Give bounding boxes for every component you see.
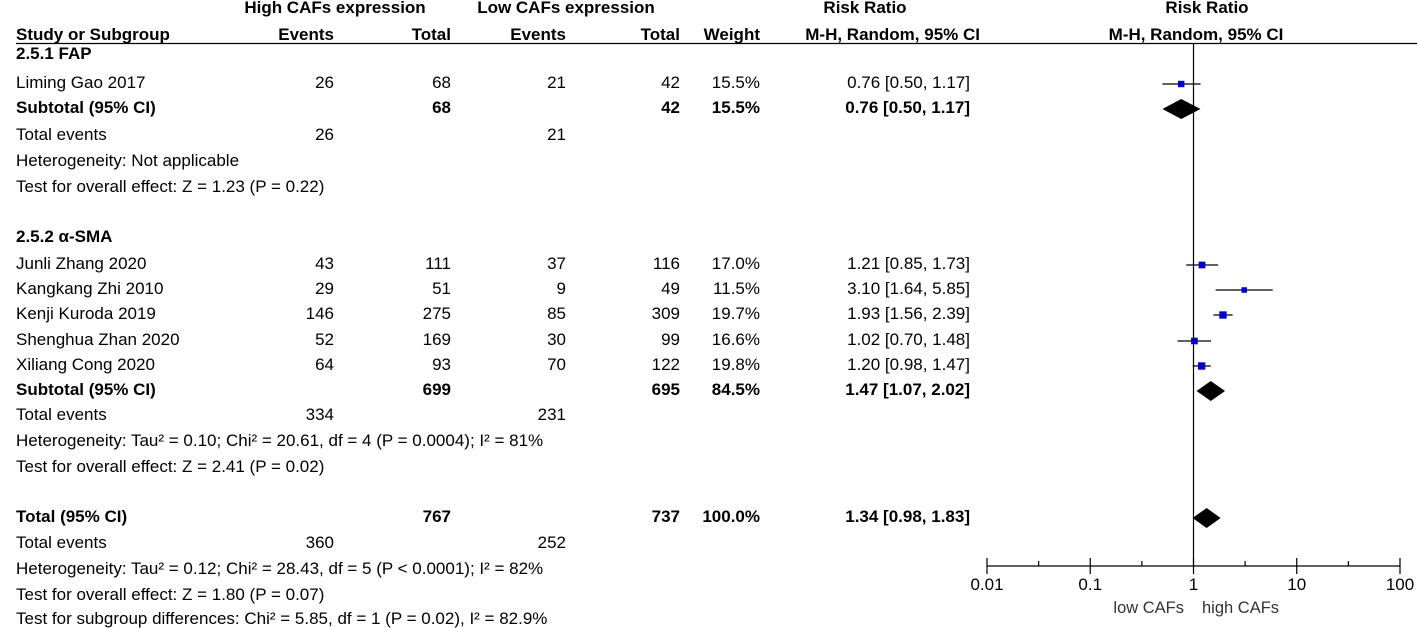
study-square — [1241, 287, 1247, 293]
row-weight: 15.5% — [711, 98, 760, 117]
row-events1: 360 — [305, 533, 334, 552]
row-ci: 1.93 [1.56, 2.39] — [847, 304, 970, 323]
row-ci: 0.76 [0.50, 1.17] — [847, 73, 970, 92]
row-label: Shenghua Zhan 2020 — [16, 330, 180, 349]
row-events2: 85 — [547, 304, 566, 323]
row-weight: 19.7% — [711, 304, 760, 323]
summary-diamond — [1193, 508, 1221, 528]
row-events2: 70 — [547, 355, 566, 374]
study-square — [1178, 81, 1184, 87]
row-label: Total events — [16, 405, 107, 424]
row-weight: 100.0% — [702, 507, 760, 526]
row-total2: 49 — [661, 279, 680, 298]
row-label: Test for overall effect: Z = 1.80 (P = 0.07) — [16, 585, 325, 604]
row-events1: 43 — [315, 254, 334, 273]
study-square — [1219, 311, 1226, 318]
row-events1: 26 — [315, 125, 334, 144]
row-weight: 16.6% — [711, 330, 760, 349]
header-events2: Events — [510, 25, 566, 44]
row-weight: 15.5% — [711, 73, 760, 92]
header-events1: Events — [278, 25, 334, 44]
row-events1: 146 — [305, 304, 334, 323]
row-events1: 26 — [315, 73, 334, 92]
x-label-left: low CAFs — [1113, 599, 1184, 617]
row-label: Heterogeneity: Tau² = 0.12; Chi² = 28.43, df = 5 (P < 0.0001); I² = 82% — [16, 559, 544, 578]
header-weight: Weight — [703, 25, 760, 44]
row-total2: 42 — [661, 73, 680, 92]
x-tick-label: 0.1 — [1078, 575, 1103, 594]
x-tick-label: 100 — [1385, 575, 1415, 594]
row-weight: 11.5% — [713, 279, 760, 298]
row-total1: 68 — [432, 73, 451, 92]
row-ci: 3.10 [1.64, 5.85] — [847, 279, 970, 298]
row-ci: 1.34 [0.98, 1.83] — [845, 507, 970, 526]
row-events2: 30 — [547, 330, 566, 349]
study-square — [1191, 338, 1198, 345]
row-label: Total events — [16, 125, 107, 144]
row-label: Subtotal (95% CI) — [16, 98, 156, 117]
row-total1: 93 — [432, 355, 451, 374]
row-total2: 309 — [651, 304, 680, 323]
header-method: M-H, Random, 95% CI — [805, 25, 980, 44]
row-events2: 21 — [547, 73, 566, 92]
x-label-right: high CAFs — [1202, 599, 1280, 617]
row-events2: 21 — [547, 125, 566, 144]
row-ci: 1.20 [0.98, 1.47] — [847, 355, 970, 374]
header-study: Study or Subgroup — [16, 25, 170, 44]
row-ci: 1.47 [1.07, 2.02] — [845, 380, 970, 399]
row-total1: 169 — [422, 330, 451, 349]
x-tick-label: 1 — [1188, 575, 1199, 594]
row-ci: 1.21 [0.85, 1.73] — [847, 254, 970, 273]
row-label: Heterogeneity: Not applicable — [16, 151, 240, 170]
row-weight: 19.8% — [711, 355, 760, 374]
row-label: Kenji Kuroda 2019 — [16, 304, 156, 323]
row-total1: 767 — [422, 507, 451, 526]
row-label: 2.5.1 FAP — [16, 44, 92, 63]
row-label: Test for subgroup differences: Chi² = 5.85, df = 1 (P = 0.02), I² = 82.9% — [16, 609, 548, 628]
row-weight: 84.5% — [711, 380, 760, 399]
study-square — [1199, 262, 1206, 269]
row-events1: 29 — [315, 279, 334, 298]
row-total2: 695 — [651, 380, 680, 399]
row-events1: 52 — [315, 330, 334, 349]
row-weight: 17.0% — [711, 254, 760, 273]
row-label: Junli Zhang 2020 — [16, 254, 147, 273]
row-label: Kangkang Zhi 2010 — [16, 279, 164, 298]
row-events2: 37 — [547, 254, 566, 273]
row-label: 2.5.2 α-SMA — [16, 227, 113, 246]
row-total1: 68 — [432, 98, 451, 117]
row-total1: 51 — [432, 279, 451, 298]
row-total1: 275 — [422, 304, 451, 323]
summary-diamond — [1162, 99, 1200, 119]
row-events1: 64 — [315, 355, 334, 374]
row-label: Liming Gao 2017 — [16, 73, 146, 92]
row-total2: 116 — [652, 254, 680, 273]
summary-diamond — [1197, 381, 1225, 401]
row-label: Total (95% CI) — [16, 507, 128, 526]
header-group1: High CAFs expression — [244, 0, 426, 17]
row-events2: 231 — [537, 405, 566, 424]
row-label: Total events — [16, 533, 107, 552]
study-square — [1198, 362, 1205, 369]
row-label: Xiliang Cong 2020 — [16, 355, 155, 374]
row-label: Subtotal (95% CI) — [16, 380, 156, 399]
row-ci: 0.76 [0.50, 1.17] — [845, 98, 970, 117]
header-method-plot: M-H, Random, 95% CI — [1108, 25, 1284, 44]
x-tick-label: 0.01 — [970, 575, 1004, 594]
row-total2: 122 — [651, 355, 680, 374]
row-label: Test for overall effect: Z = 1.23 (P = 0.22) — [16, 177, 325, 196]
row-total2: 99 — [661, 330, 680, 349]
header-total1: Total — [411, 25, 451, 44]
row-label: Test for overall effect: Z = 2.41 (P = 0.02) — [16, 457, 325, 476]
x-tick-label: 10 — [1287, 575, 1307, 594]
row-ci: 1.02 [0.70, 1.48] — [847, 330, 970, 349]
row-events1: 334 — [305, 405, 334, 424]
row-total1: 111 — [425, 254, 451, 273]
row-events2: 252 — [537, 533, 566, 552]
row-total2: 42 — [661, 98, 680, 117]
row-label: Heterogeneity: Tau² = 0.10; Chi² = 20.61, df = 4 (P = 0.0004); I² = 81% — [16, 431, 544, 450]
header-group2: Low CAFs expression — [477, 0, 655, 17]
row-events2: 9 — [556, 279, 566, 298]
header-risk-ratio-plot: Risk Ratio — [1165, 0, 1249, 17]
header-risk-ratio: Risk Ratio — [823, 0, 907, 17]
row-total2: 737 — [651, 507, 680, 526]
row-total1: 699 — [422, 380, 451, 399]
header-total2: Total — [640, 25, 680, 44]
